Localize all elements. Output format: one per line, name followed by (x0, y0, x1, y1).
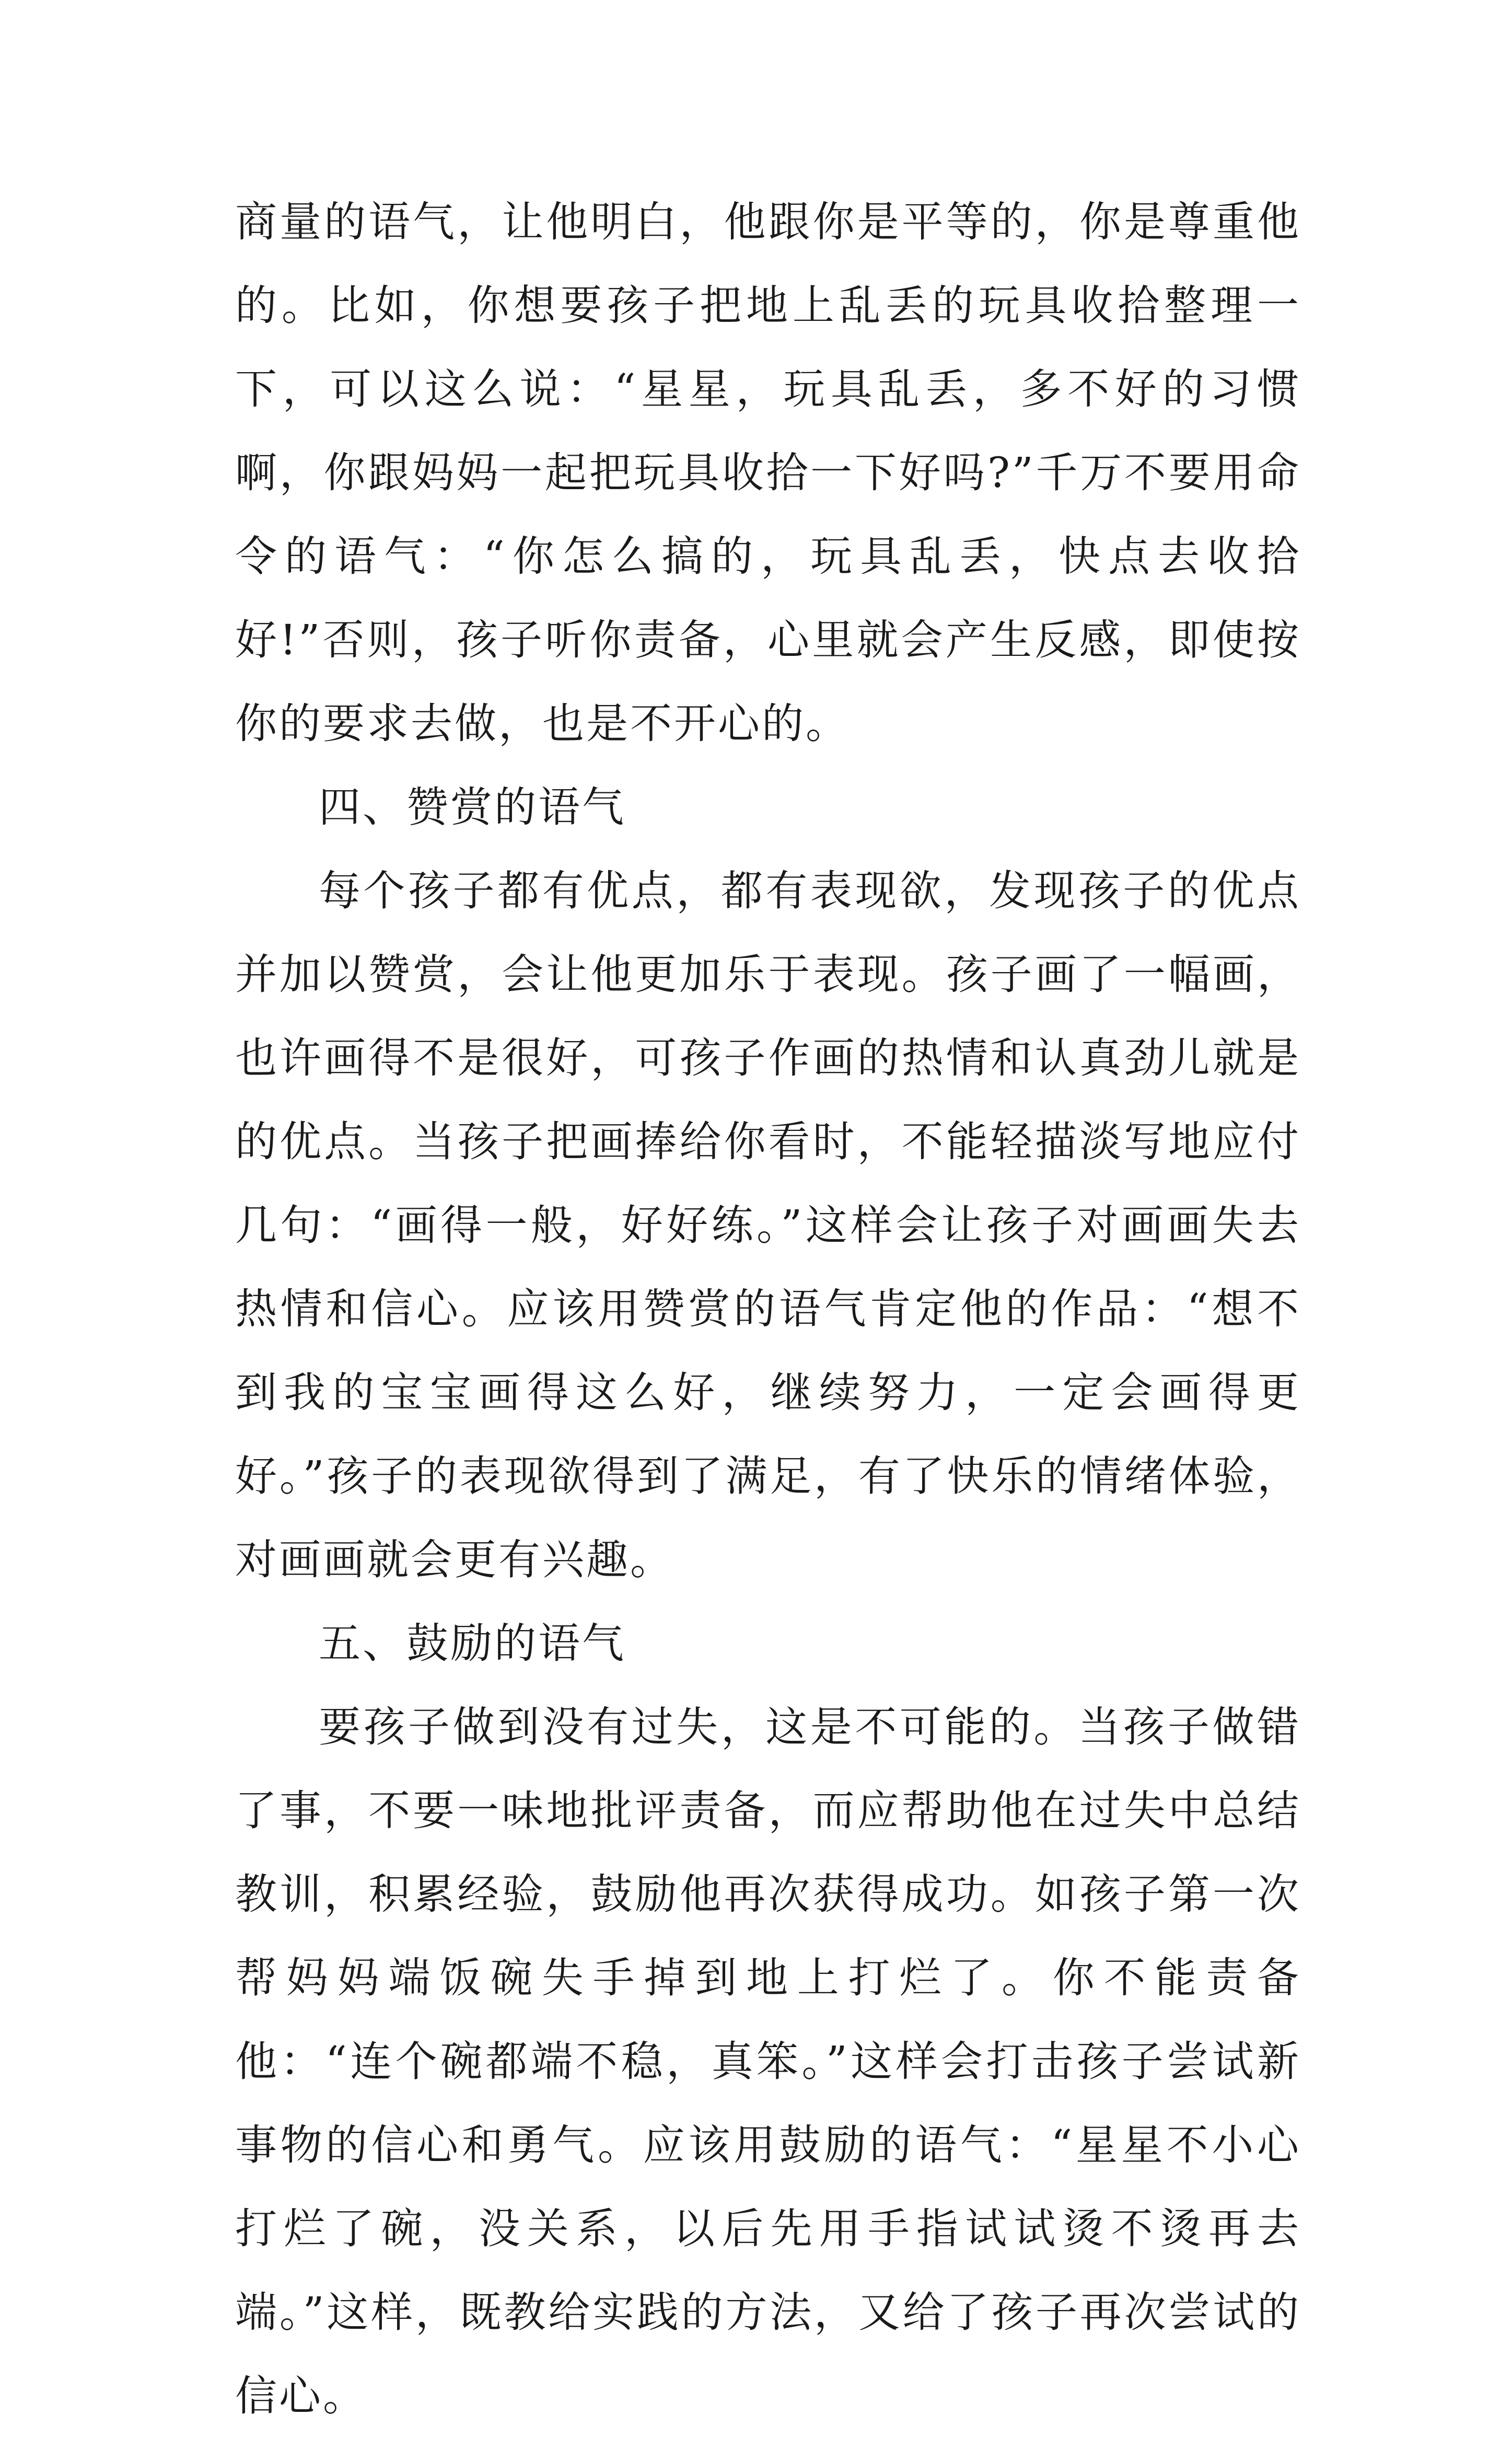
section-heading-four: 四、赞赏的语气 (319, 783, 626, 831)
document-body (235, 180, 1301, 2438)
paragraph-section-four: 每个孩子都有优点，都有表现欲，发现孩子的优点并加以赞赏，会让他更加乐于表现。孩子画了一幅画，也许画得不是很好，可孩子作画的热情和认真劲儿就是的优点。当孩子把画捧给你看时，不能轻描淡写地应付几句：“画得一般，好好练。”这样会让孩子对画画失去热情和信心。应该用赞赏的语气肯定他的作品：“想不到我的宝宝画得这么好，继续努力，一定会画得更好。”孩子的表现欲得到了满足，有了快乐的情绪体验，对画画就会更有兴趣。 (235, 866, 1301, 1584)
paragraph-continued: 商量的语气，让他明白，他跟你是平等的，你是尊重他的。比如，你想要孩子把地上乱丢的玩具收拾整理一下，可以这么说：“星星，玩具乱丢，多不好的习惯啊，你跟妈妈一起把玩具收拾一下好吗?”千万不要用命令的语气：“你怎么搞的，玩具乱丢，快点去收拾好!”否则，孩子听你责备，心里就会产生反感，即使按你的要求去做，也是不开心的。 (235, 198, 1301, 748)
paragraph-section-five: 要孩子做到没有过失，这是不可能的。当孩子做错了事，不要一味地批评责备，而应帮助他在过失中总结教训，积累经验，鼓励他再次获得成功。如孩子第一次帮妈妈端饭碗失手掉到地上打烂了。你不能责备他：“连个碗都端不稳，真笨。”这样会打击孩子尝试新事物的信心和勇气。应该用鼓励的语气：“星星不小心打烂了碗，没关系，以后先用手指试试烫不烫再去端。”这样，既教给实践的方法，又给了孩子再次尝试的信心。 (235, 1703, 1301, 2420)
section-heading-five: 五、鼓励的语气 (319, 1619, 626, 1668)
